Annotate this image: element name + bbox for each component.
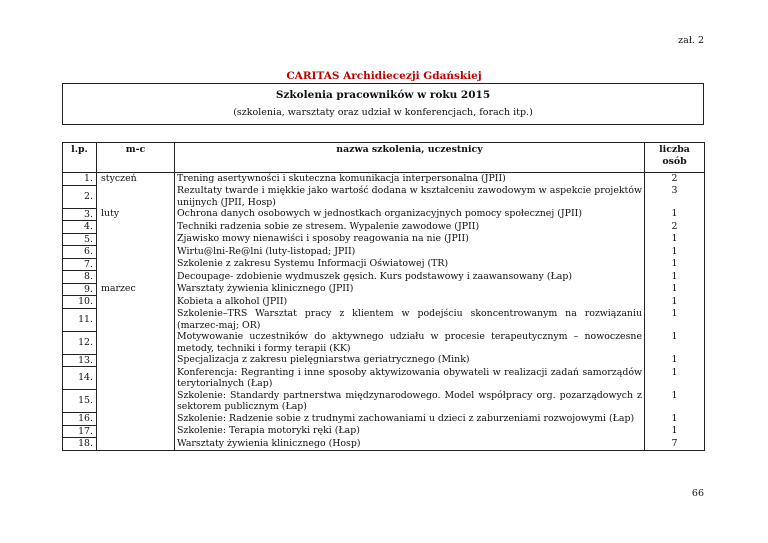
row-name: Warsztaty żywienia klinicznego (JPII) <box>175 283 645 296</box>
table-row <box>63 185 705 208</box>
table-row <box>63 367 705 390</box>
attachment-label: zał. 2 <box>678 35 704 46</box>
row-name: Kobieta a alkohol (JPII) <box>175 296 645 309</box>
row-lp: 4. <box>63 221 97 234</box>
row-count: 3 <box>645 185 705 208</box>
row-month: marzec <box>97 283 175 296</box>
row-name: Decoupage- zdobienie wydmuszek gęsich. Kurs podstawowy i zaawansowany (Łap) <box>175 271 645 284</box>
row-name: Konferencja: Regranting i inne sposoby aktywizowania obywateli w realizacji zadań samorządów terytorialnych (Łap) <box>175 367 645 390</box>
row-lp: 3. <box>63 208 97 221</box>
row-count: 1 <box>645 390 705 413</box>
row-count: 1 <box>645 354 705 367</box>
report-title: Szkolenia pracowników w roku 2015 <box>275 89 491 101</box>
row-lp: 1. <box>63 173 97 186</box>
title-box <box>62 83 704 125</box>
row-month: styczeń <box>97 173 175 186</box>
table-row <box>63 296 705 309</box>
row-lp: 17. <box>63 425 97 438</box>
header-count <box>645 143 705 173</box>
row-lp: 12. <box>63 331 97 354</box>
table-row <box>63 331 705 354</box>
row-count: 1 <box>645 271 705 284</box>
row-name: Szkolenie: Terapia motoryki ręki (Łap) <box>175 425 645 438</box>
row-lp: 8. <box>63 271 97 284</box>
row-count: 1 <box>645 258 705 271</box>
page-number: 66 <box>691 488 704 499</box>
table-row <box>63 425 705 438</box>
organization-name: CARITAS Archidiecezji Gdańskiej <box>286 70 482 82</box>
row-lp: 9. <box>63 283 97 296</box>
row-lp: 14. <box>63 367 97 390</box>
row-month <box>97 390 175 413</box>
row-lp: 15. <box>63 390 97 413</box>
row-month <box>97 354 175 367</box>
row-month <box>97 413 175 426</box>
row-count: 1 <box>645 283 705 296</box>
row-name: Specjalizacja z zakresu pielęgniarstwa geriatrycznego (Mink) <box>175 354 645 367</box>
table-header-row <box>63 143 705 173</box>
header-count-line1: liczba <box>659 144 690 155</box>
table-row <box>63 354 705 367</box>
row-lp: 16. <box>63 413 97 426</box>
header-count-line2: osób <box>662 155 687 167</box>
row-name: Techniki radzenia sobie ze stresem. Wypalenie zawodowe (JPII) <box>175 221 645 234</box>
row-name: Szkolenie: Standardy partnerstwa międzynarodowego. Model współpracy org. pozarządowych z sektorem publicznym (Łap) <box>175 390 645 413</box>
row-count: 1 <box>645 208 705 221</box>
table-row <box>63 246 705 259</box>
table-row <box>63 233 705 246</box>
table-row <box>63 173 705 186</box>
table-row <box>63 413 705 426</box>
row-month <box>97 221 175 234</box>
row-name: Wirtu@lni-Re@lni (luty-listopad; JPII) <box>175 246 645 259</box>
row-name: Ochrona danych osobowych w jednostkach organizacyjnych pomocy społecznej (JPII) <box>175 208 645 221</box>
row-lp: 5. <box>63 233 97 246</box>
row-count: 1 <box>645 367 705 390</box>
row-month <box>97 271 175 284</box>
row-month: luty <box>97 208 175 221</box>
table-row <box>63 438 705 451</box>
row-name: Szkolenie z zakresu Systemu Informacji Oświatowej (TR) <box>175 258 645 271</box>
row-lp: 13. <box>63 354 97 367</box>
row-month <box>97 246 175 259</box>
row-name: Zjawisko mowy nienawiści i sposoby reagowania na nie (JPII) <box>175 233 645 246</box>
row-lp: 11. <box>63 308 97 331</box>
row-month <box>97 425 175 438</box>
row-count: 2 <box>645 173 705 186</box>
row-name: Motywowanie uczestników do aktywnego udziału w procesie terapeutycznym – nowoczesne metody, techniki i formy terapii (KK) <box>175 331 645 354</box>
row-month <box>97 233 175 246</box>
row-month <box>97 331 175 354</box>
row-count: 7 <box>645 438 705 451</box>
table-row <box>63 271 705 284</box>
row-name: Szkolenie–TRS Warsztat pracy z klientem w podejściu skoncentrowanym na rozwiązaniu (marzec-maj; OR) <box>175 308 645 331</box>
row-month <box>97 308 175 331</box>
table-row <box>63 221 705 234</box>
row-lp: 7. <box>63 258 97 271</box>
table-row <box>63 208 705 221</box>
report-subtitle: (szkolenia, warsztaty oraz udział w konferencjach, forach itp.) <box>233 107 533 118</box>
table-row <box>63 308 705 331</box>
trainings-table <box>62 142 705 451</box>
row-lp: 10. <box>63 296 97 309</box>
row-lp: 18. <box>63 438 97 451</box>
row-count: 1 <box>645 246 705 259</box>
row-count: 1 <box>645 233 705 246</box>
row-name: Trening asertywności i skuteczna komunikacja interpersonalna (JPII) <box>175 173 645 186</box>
row-month <box>97 258 175 271</box>
table-row <box>63 283 705 296</box>
row-count: 1 <box>645 296 705 309</box>
row-lp: 6. <box>63 246 97 259</box>
row-month <box>97 438 175 451</box>
row-name: Rezultaty twarde i miękkie jako wartość dodana w kształceniu zawodowym w aspekcie projektów unijnych (JPII, Hosp) <box>175 185 645 208</box>
table-row <box>63 390 705 413</box>
row-count: 1 <box>645 425 705 438</box>
row-count: 2 <box>645 221 705 234</box>
row-count: 1 <box>645 331 705 354</box>
header-name: nazwa szkolenia, uczestnicy <box>175 143 645 173</box>
row-lp: 2. <box>63 185 97 208</box>
row-month <box>97 367 175 390</box>
row-count: 1 <box>645 413 705 426</box>
row-month <box>97 185 175 208</box>
table-row <box>63 258 705 271</box>
row-name: Warsztaty żywienia klinicznego (Hosp) <box>175 438 645 451</box>
row-name: Szkolenie: Radzenie sobie z trudnymi zachowaniami u dzieci z zaburzeniami rozwojowymi (Łap) <box>175 413 645 426</box>
header-lp: l.p. <box>63 143 97 173</box>
row-month <box>97 296 175 309</box>
row-count: 1 <box>645 308 705 331</box>
header-month: m-c <box>97 143 175 173</box>
